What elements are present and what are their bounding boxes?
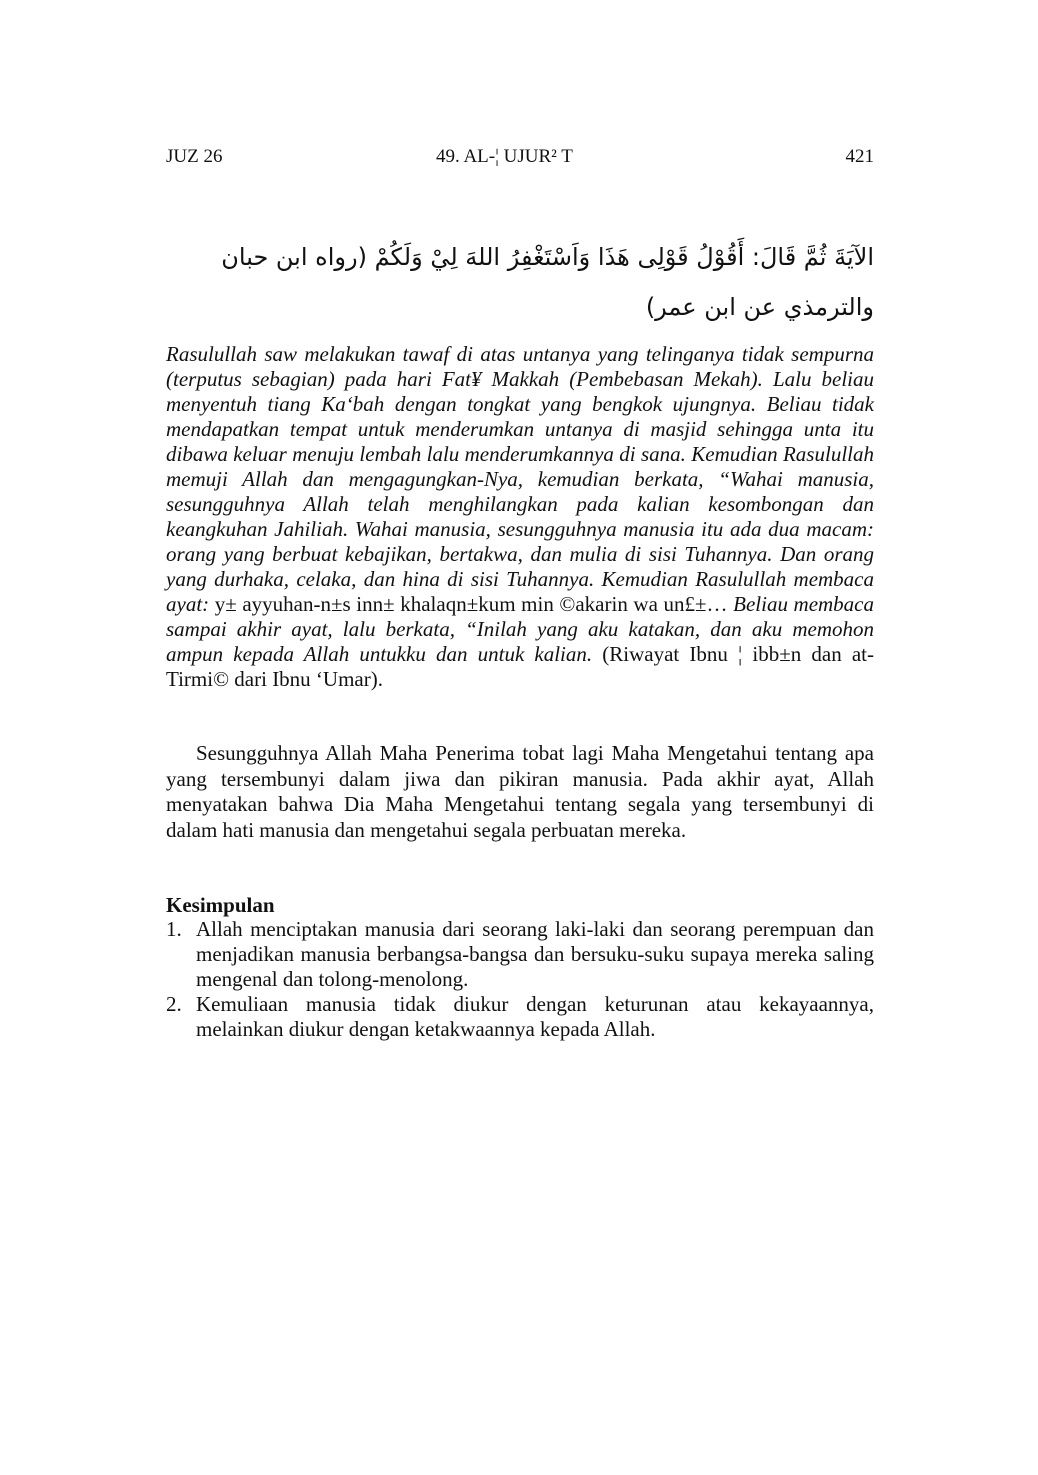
list-item xyxy=(166,992,874,1042)
running-header xyxy=(166,146,874,176)
page-number: 421 xyxy=(845,146,874,167)
list-item-number: 2. xyxy=(166,992,182,1016)
juz-label: JUZ 26 xyxy=(166,146,223,167)
hadith-translation xyxy=(166,342,874,692)
ayah-transliteration: y± ayyuhan-n±s inn± khalaqn±kum min ©akarin wa un£±… xyxy=(214,592,728,616)
arabic-hadith-text: الآيَةَ ثُمَّ قَالَ: أَقُوْلُ قَوْلِى هَذَا وَاَسْتَغْفِرُ اللهَ لِيْ وَلَكُمْ (رواه ابن حبان والترمذي عن ابن عمر) xyxy=(221,243,874,321)
list-item-text: Kemuliaan manusia tidak diukur dengan keturunan atau kekayaannya, melainkan diukur dengan ketakwaannya kepada Allah. xyxy=(196,992,874,1041)
list-item xyxy=(166,917,874,992)
list-item-number: 1. xyxy=(166,917,182,941)
conclusion-list xyxy=(166,917,874,1042)
hadith-citation: (Riwayat Ibnu ¦ ibb±n dan at-Tirmi© dari Ibnu ‘Umar). xyxy=(166,642,874,691)
conclusion-heading: Kesimpulan xyxy=(166,893,275,917)
list-item-text: Allah menciptakan manusia dari seorang laki-laki dan seorang perempuan dan menjadikan manusia berbangsa-bangsa dan bersuku-suku supaya mereka saling mengenal dan tolong-menolong. xyxy=(196,917,874,991)
body-paragraph: Sesungguhnya Allah Maha Penerima tobat lagi Maha Mengetahui tentang apa yang tersembunyi dalam jiwa dan pikiran manusia. Pada akhir ayat, Allah menyatakan bahwa Dia Maha Mengetahui tentang segala yang tersembunyi di dalam hati manusia dan mengetahui segala perbuatan mereka. xyxy=(166,741,874,842)
chapter-title: 49. AL-¦ UJUR² T xyxy=(436,146,573,167)
translation-italic-1: Rasulullah saw melakukan tawaf di atas untanya yang telinganya tidak sempurna (terputus sebagian) pada hari Fat¥ Makkah (Pembebasan Mekah). Lalu beliau menyentuh tiang Ka‘bah dengan tongkat yang bengkok ujungnya. Beliau tidak mendapatkan tempat untuk menderumkan untanya di masjid sehingga unta itu dibawa keluar menuju lembah lalu menderumkannya di sana. Kemudian Rasulullah memuji Allah dan mengagungkan-Nya, kemudian berkata, “Wahai manusia, sesungguhnya Allah telah menghilangkan pada kalian kesombongan dan keangkuhan Jahiliah. Wahai manusia, sesungguhnya manusia itu ada dua macam: orang yang berbuat kebajikan, bertakwa, dan mulia di sisi Tuhannya. Dan orang yang durhaka, celaka, dan hina di sisi Tuhannya. Kemudian Rasulullah membaca ayat: xyxy=(166,342,874,616)
translation-italic-2: Beliau membaca sampai akhir ayat, lalu berkata, “Inilah yang aku katakan, dan aku memohon ampun kepada Allah untukku dan untuk kalian. xyxy=(166,592,875,666)
